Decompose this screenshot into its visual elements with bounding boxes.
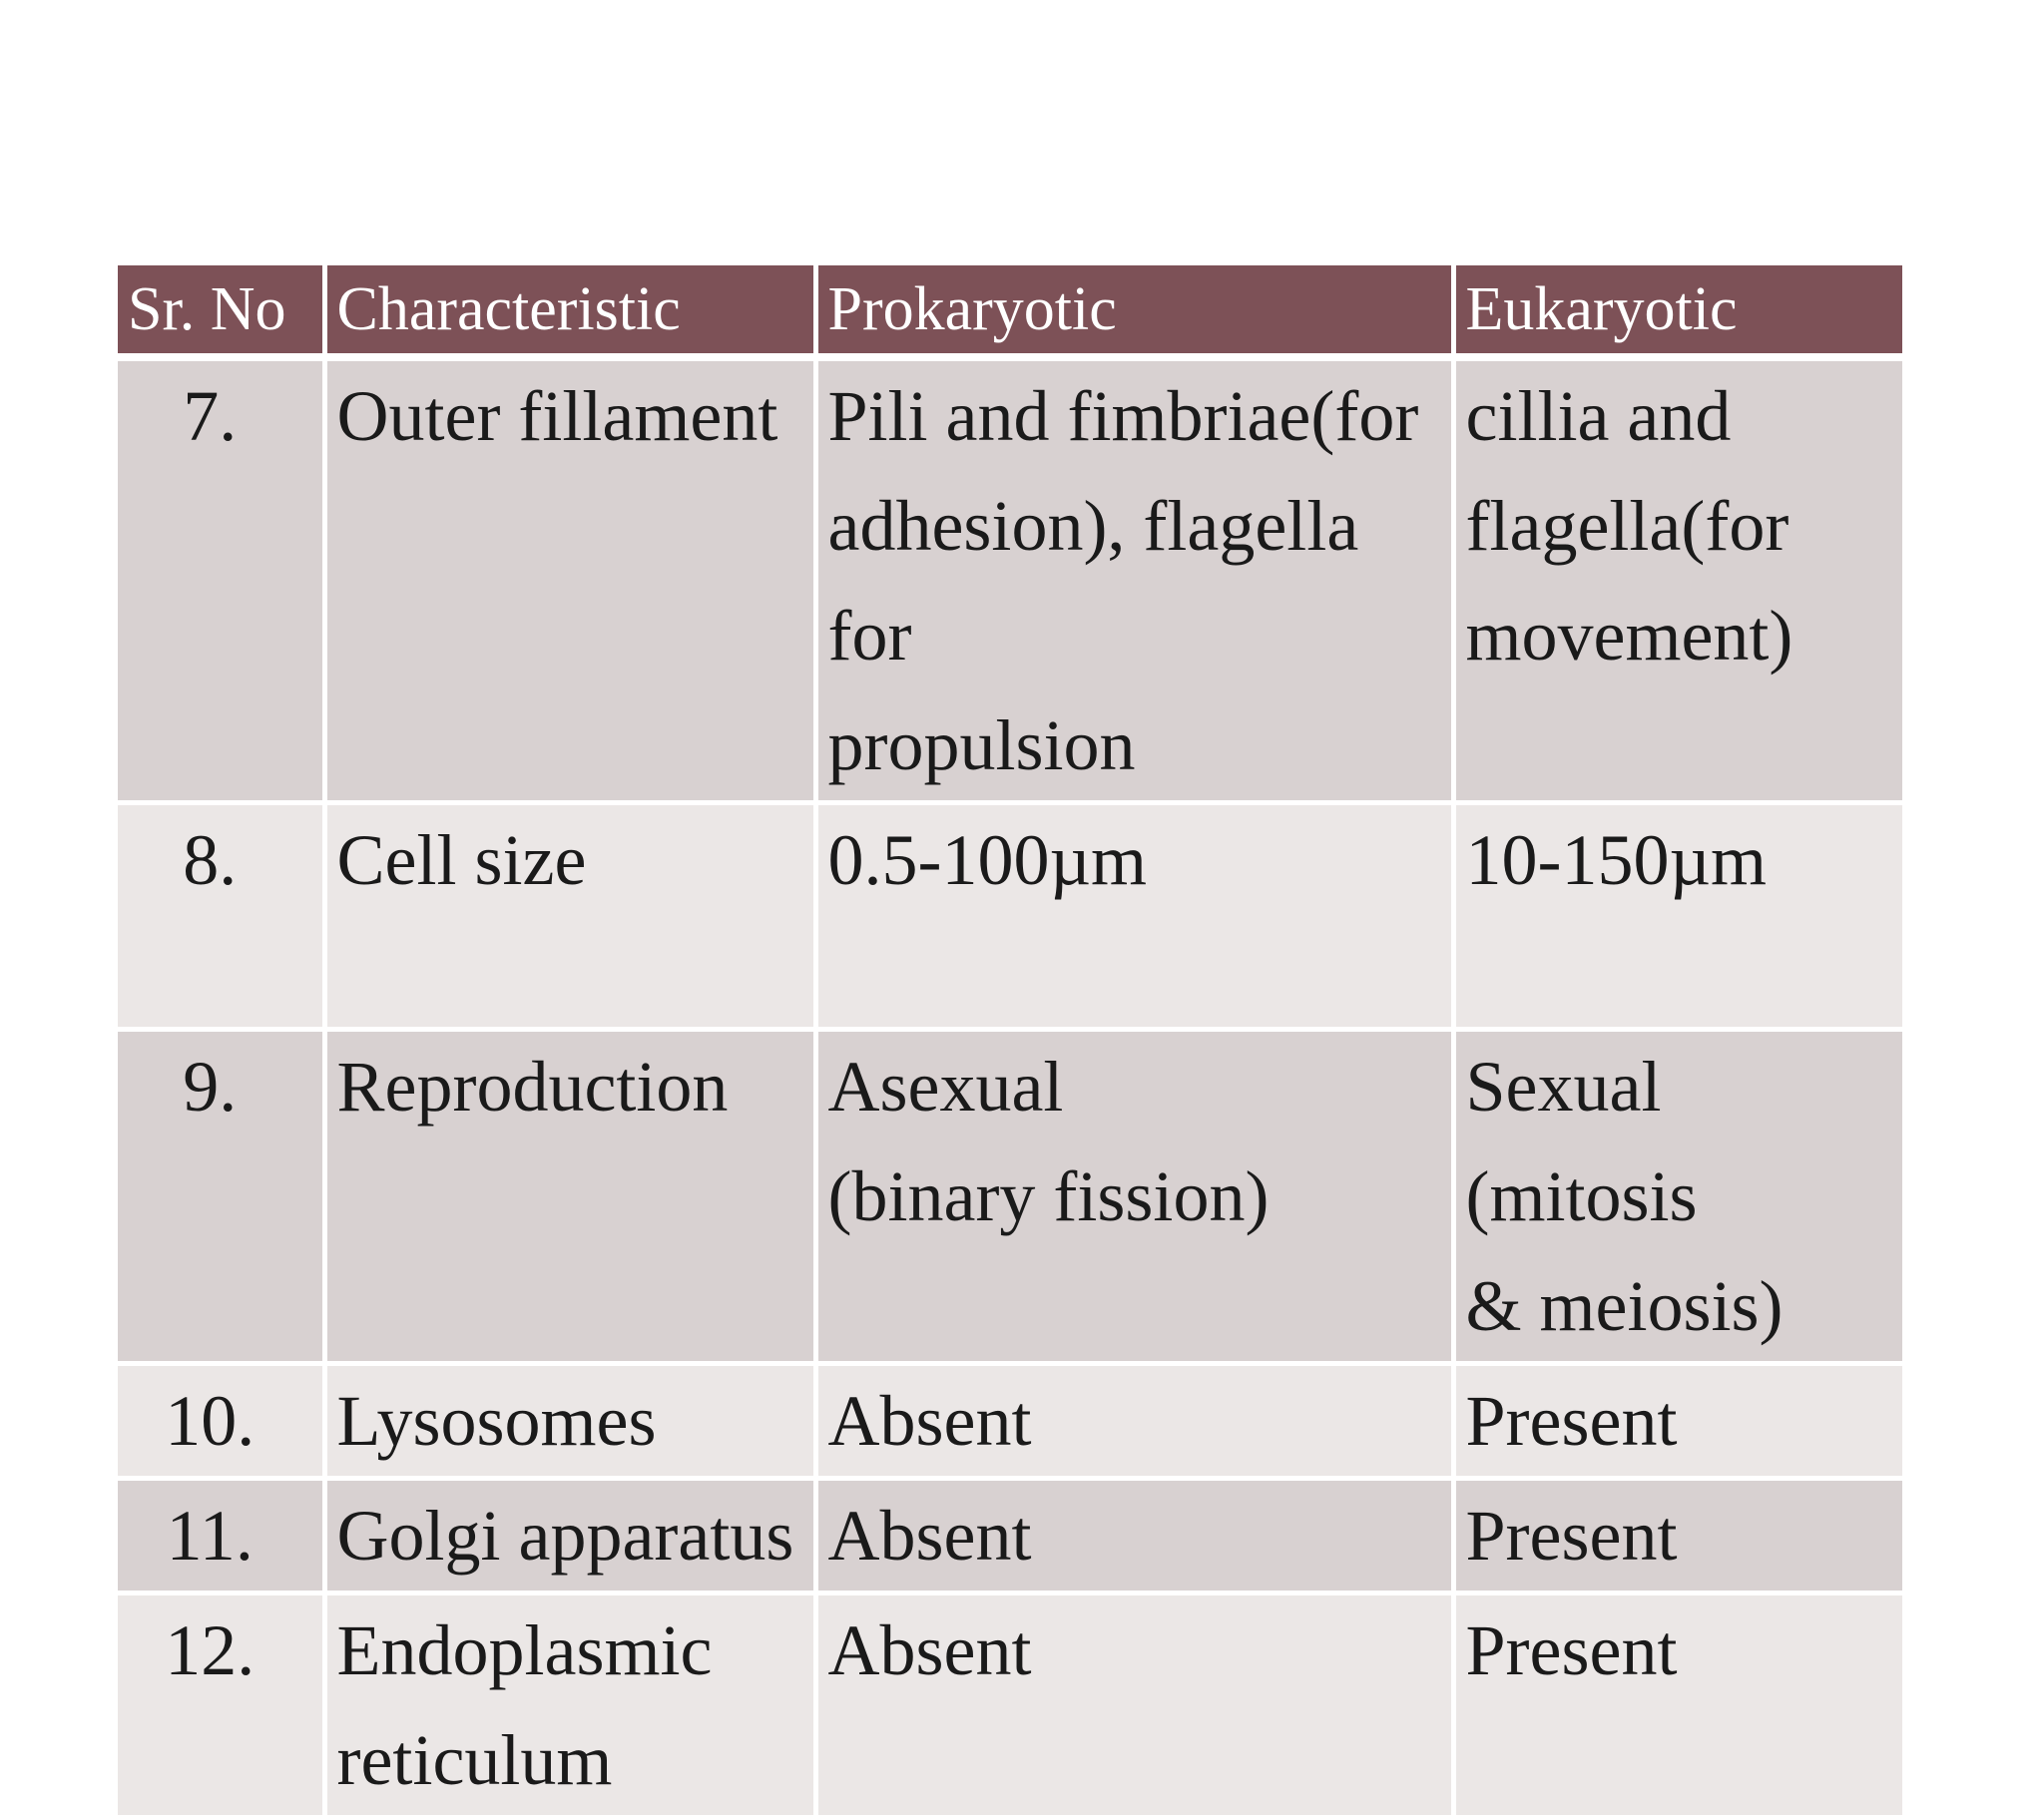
- cell-prokaryotic: Absent: [815, 1364, 1453, 1479]
- cell-characteristic: Golgi apparatus: [324, 1479, 815, 1593]
- header-prokaryotic: Prokaryotic: [815, 265, 1453, 357]
- cell-sr-no: 10.: [118, 1364, 324, 1479]
- cell-eukaryotic: cillia and flagella(for movement): [1453, 357, 1902, 803]
- cell-eukaryotic: Present: [1453, 1364, 1902, 1479]
- cell-sr-no: 7.: [118, 357, 324, 803]
- table-row: [118, 1593, 1902, 1818]
- cell-eukaryotic: 10-150µm: [1453, 803, 1902, 1030]
- cell-sr-no: 11.: [118, 1479, 324, 1593]
- cell-prokaryotic: Asexual (binary fission): [815, 1030, 1453, 1364]
- cell-characteristic: Reproduction: [324, 1030, 815, 1364]
- table-row: [118, 1479, 1902, 1593]
- table-row: [118, 803, 1902, 1030]
- cell-prokaryotic: Pili and fimbriae(for adhesion), flagella for propulsion: [815, 357, 1453, 803]
- cell-prokaryotic: 0.5-100µm: [815, 803, 1453, 1030]
- comparison-table: [118, 265, 1902, 1820]
- cell-sr-no: 12.: [118, 1593, 324, 1818]
- cell-eukaryotic: Sexual (mitosis & meiosis): [1453, 1030, 1902, 1364]
- table-row: [118, 1030, 1902, 1364]
- header-eukaryotic: Eukaryotic: [1453, 265, 1902, 357]
- cell-sr-no: 9.: [118, 1030, 324, 1364]
- cell-eukaryotic: Present: [1453, 1593, 1902, 1818]
- comparison-table-container: [118, 265, 1902, 1820]
- header-sr-no: Sr. No: [118, 265, 324, 357]
- cell-characteristic: Endoplasmic reticulum: [324, 1593, 815, 1818]
- cell-eukaryotic: Present: [1453, 1479, 1902, 1593]
- cell-characteristic: Outer fillament: [324, 357, 815, 803]
- cell-prokaryotic: Absent: [815, 1479, 1453, 1593]
- cell-prokaryotic: Absent: [815, 1593, 1453, 1818]
- table-row: [118, 357, 1902, 803]
- cell-characteristic: Cell size: [324, 803, 815, 1030]
- cell-sr-no: 8.: [118, 803, 324, 1030]
- table-header-row: [118, 265, 1902, 357]
- cell-characteristic: Lysosomes: [324, 1364, 815, 1479]
- header-characteristic: Characteristic: [324, 265, 815, 357]
- table-row: [118, 1364, 1902, 1479]
